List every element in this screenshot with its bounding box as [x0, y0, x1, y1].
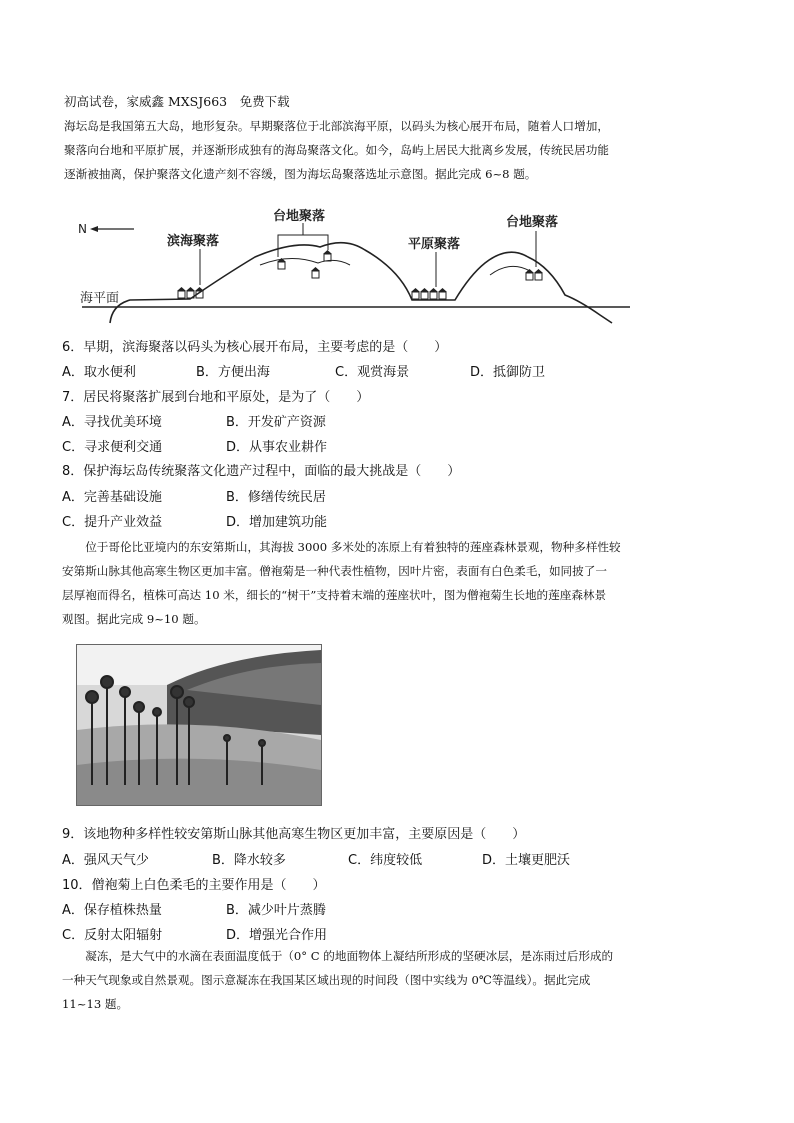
- question-option: A．完善基础设施: [62, 490, 162, 505]
- tableland-settlement-label: 台地聚落: [506, 215, 559, 230]
- terrain-inner-line: [490, 266, 530, 275]
- question-option: D．抵御防卫: [470, 365, 546, 380]
- north-arrow-head: [90, 226, 98, 232]
- passage-1-line: 海坛岛是我国第五大岛，地形复杂。早期聚落位于北部滨海平原，以码头为核心展开布局，随着人口增加，: [64, 119, 609, 133]
- question-option: B．方便出海: [196, 365, 270, 380]
- question-option: C．提升产业效益: [62, 515, 163, 530]
- question-option: B．降水较多: [212, 853, 286, 868]
- question-option: D．土壤更肥沃: [482, 853, 571, 868]
- question-option: B．修缮传统民居: [226, 490, 326, 505]
- question-stem: 10．僧袍菊上白色柔毛的主要作用是（ ）: [62, 878, 326, 893]
- passage-2-line: 层厚袍而得名，植株可高达 10 米，细长的“树干”支持着末端的莲座状叶，图为僧袍菊生长地的莲座森林景: [62, 588, 607, 602]
- house-icon: [177, 287, 186, 298]
- question-option: C．反射太阳辐射: [62, 928, 163, 943]
- question-option: C．纬度较低: [348, 853, 423, 868]
- question-option: A．取水便利: [62, 365, 136, 380]
- question-stem: 7．居民将聚落扩展到台地和平原处，是为了（ ）: [62, 390, 370, 405]
- question-option: D．从事农业耕作: [226, 440, 328, 455]
- house-icon: [438, 288, 447, 299]
- question-option: C．观赏海景: [335, 365, 410, 380]
- passage-1-line: 聚落向台地和平原扩展，并逐渐形成独有的海岛聚落文化。如今，岛屿上居民大批离乡发展，传统民居功能: [64, 143, 609, 157]
- terrain-profile: [110, 243, 612, 323]
- house-icon: [323, 250, 332, 261]
- house-icon: [534, 269, 543, 280]
- passage-2-line: 观图。据此完成 9~10 题。: [62, 612, 206, 626]
- house-icon: [411, 288, 420, 299]
- coastal-settlement-label: 滨海聚落: [167, 234, 220, 249]
- question-option: A．寻找优美环境: [62, 415, 162, 430]
- page-header: 初高试卷，家威鑫 MXSJ663 免费下载: [64, 94, 290, 109]
- passage-3-line: 凝冻，是大气中的水滴在表面温度低于（0° C 的地面物体上凝结所形成的坚硬冰层，是冻雨过后形成的: [62, 949, 614, 963]
- question-option: D．增加建筑功能: [226, 515, 328, 530]
- settlement-diagram: [60, 205, 640, 330]
- question-option: B．开发矿产资源: [226, 415, 326, 430]
- question-option: A．强风天气少: [62, 853, 149, 868]
- passage-1: [64, 114, 609, 186]
- rosette-forest-photo: [76, 644, 322, 806]
- house-icon: [420, 288, 429, 299]
- passage-3: [62, 944, 613, 1016]
- passage-3-line: 11~13 题。: [62, 997, 129, 1011]
- question-option: C．寻求便利交通: [62, 440, 163, 455]
- passage-2-line: 位于哥伦比亚境内的东安第斯山，其海拔 3000 多米处的冻原上有着独特的莲座森林景观，物种多样性较: [62, 540, 621, 554]
- sea-level-label: 海平面: [80, 291, 120, 306]
- question-stem: 6．早期，滨海聚落以码头为核心展开布局，主要考虑的是（ ）: [62, 340, 448, 355]
- passage-1-line: 逐渐被抽离，保护聚落文化遗产刻不容缓，图为海坛岛聚落选址示意图。据此完成 6~8 题。: [64, 167, 537, 181]
- terrain-inner-line: [260, 258, 350, 265]
- question-stem: 9．该地物种多样性较安第斯山脉其他高寒生物区更加丰富，主要原因是（ ）: [62, 827, 526, 842]
- house-icon: [186, 287, 195, 298]
- tableland-settlement-label: 台地聚落: [273, 209, 326, 224]
- passage-2-line: 安第斯山脉其他高寒生物区更加丰富。僧袍菊是一种代表性植物，因叶片密，表面有白色柔毛，如同披了一: [62, 564, 607, 578]
- question-option: B．减少叶片蒸腾: [226, 903, 326, 918]
- question-stem: 8．保护海坛岛传统聚落文化遗产过程中，面临的最大挑战是（ ）: [62, 464, 461, 479]
- question-option: A．保存植株热量: [62, 903, 162, 918]
- plain-settlement-label: 平原聚落: [408, 237, 461, 252]
- house-icon: [525, 269, 534, 280]
- passage-2: [62, 535, 621, 631]
- question-option: D．增强光合作用: [226, 928, 328, 943]
- house-icon: [429, 288, 438, 299]
- north-label: N: [78, 222, 87, 236]
- house-icon: [311, 267, 320, 278]
- passage-3-line: 一种天气现象或自然景观。图示意凝冻在我国某区域出现的时间段（图中实线为 0℃等温线）。据此完成: [62, 973, 591, 987]
